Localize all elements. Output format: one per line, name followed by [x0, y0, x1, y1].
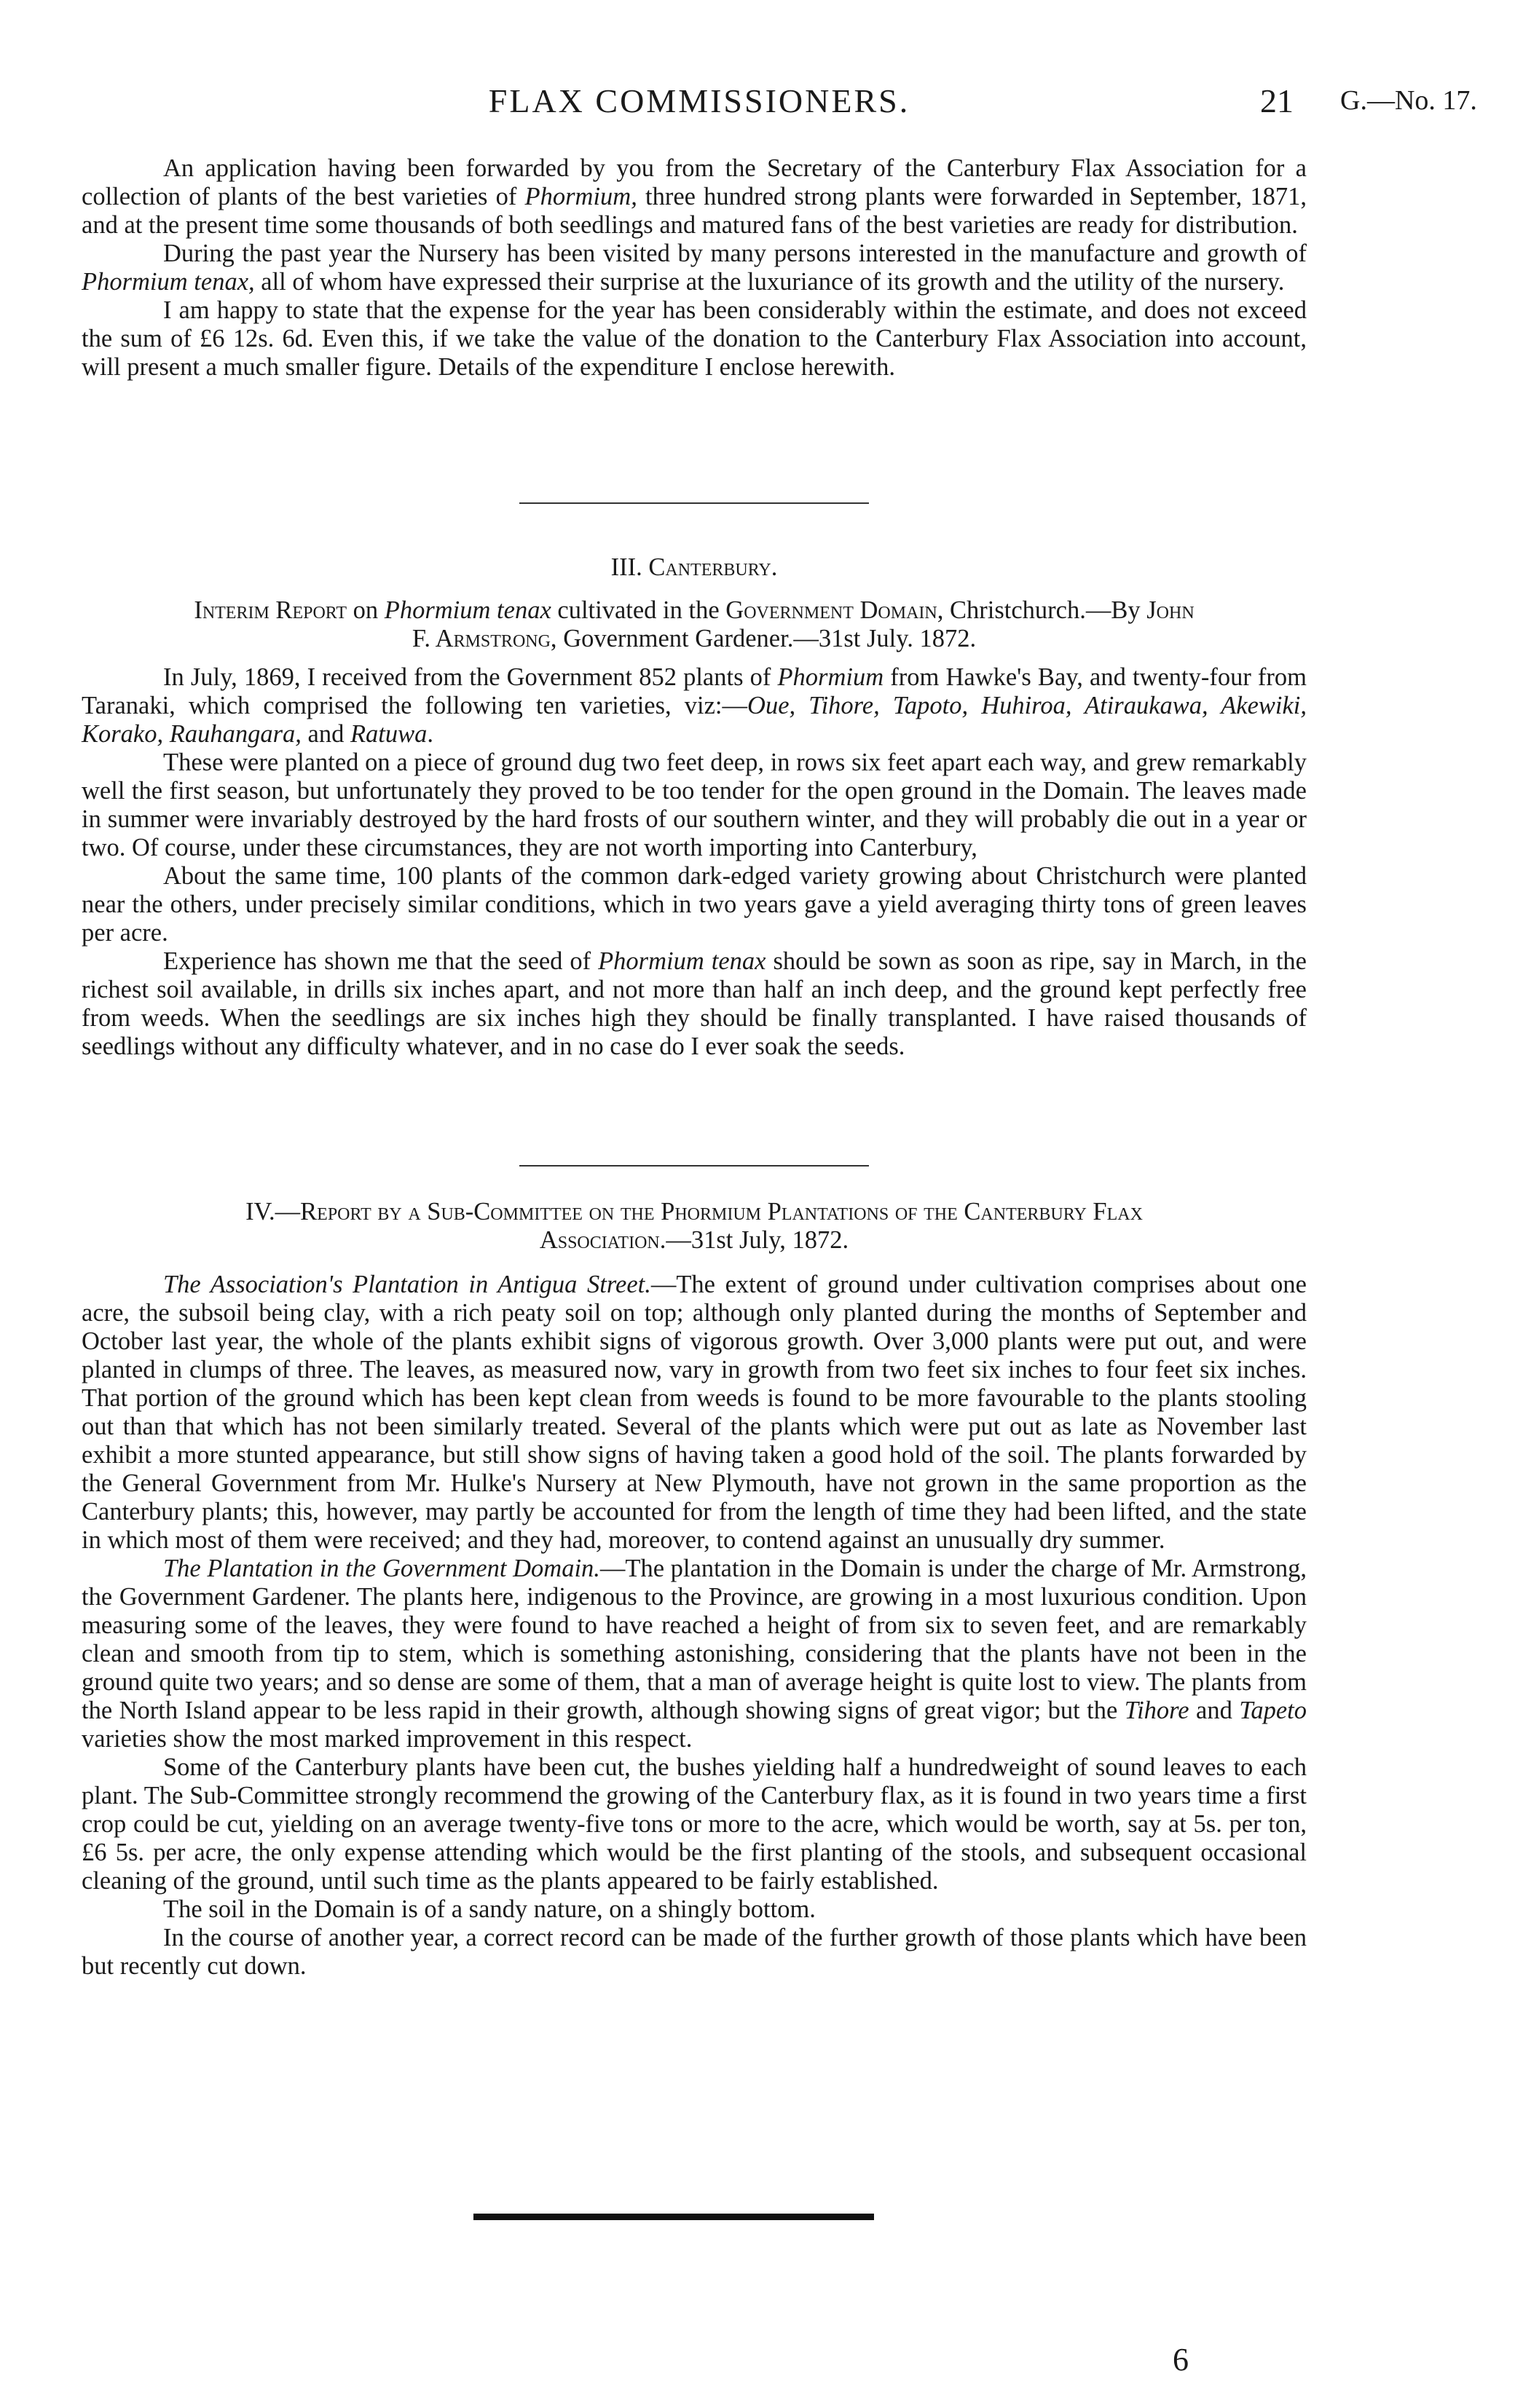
section-divider — [519, 1165, 869, 1167]
divider-2-wrap — [82, 1165, 1307, 1167]
end-rule — [473, 2214, 874, 2220]
section-4-paragraph-5: In the course of another year, a correct record can be made of the further growth of those plants which have been but recently cut down. — [82, 1924, 1307, 1980]
intro-block — [82, 154, 1307, 382]
section-4-paragraph-1: The Association's Plantation in Antigua Street.—The extent of ground under cultivation comprises about one acre, the subsoil being clay, with a rich peaty soil on top; although only planted during the months of September and October last year, the whole of the plants exhibit signs of vigorous growth. Over 3,000 plants were put out, and were planted in clumps of three. The leaves, as measured now, vary in growth from two feet six inches to four feet six inches. That portion of the ground which has been kept clean from weeds is found to be more favourable to the plants stooling out than that which has not been similarly treated. Several of the plants which were put out as late as November last exhibit a more stunted appearance, but still show signs of having taken a good hold of the soil. The plants forwarded by the General Government from Mr. Hulke's Nursery at New Plymouth, have not grown in the same proportion as the Canterbury plants; this, however, may partly be accounted for from the length of time they had been lifted, and the state in which most of them were received; and they had, moreover, to contend against an unusually dry summer. — [82, 1271, 1307, 1554]
section-4 — [82, 1198, 1307, 1981]
section-3-heading: III. Canterbury. — [610, 553, 778, 581]
divider-1-wrap — [82, 502, 1307, 504]
section-4-paragraph-3: Some of the Canterbury plants have been cut, the bushes yielding half a hundredweight of sound leaves to each plant. The Sub-Committee strongly recommend the growing of the Canterbury flax, as it is found in two years time a first crop could be cut, yielding on an average twenty-five tons or more to the acre, which would be worth, say at 5s. per ton, £6 5s. per acre, the only expense attending which would be the first planting of the stools, and subsequent occasional cleaning of the ground, until such time as the plants appeared to be fairly established. — [82, 1753, 1307, 1895]
paper-reference: G.—No. 17. — [1340, 85, 1477, 116]
intro-paragraph-3: I am happy to state that the expense for the year has been considerably within the estimate, and does not exceed the sum of £6 12s. 6d. Even this, if we take the value of the donation to the Canterbury Flax Association into account, will present a much smaller figure. Details of the expenditure I enclose herewith. — [82, 296, 1307, 381]
signature-number: 6 — [1173, 2342, 1189, 2377]
section-4-paragraph-4: The soil in the Domain is of a sandy nature, on a shingly bottom. — [163, 1895, 816, 1923]
section-3-paragraph-3: About the same time, 100 plants of the common dark-edged variety growing about Christchurch were planted near the others, under precisely similar conditions, which in two years gave a yield averaging thirty tons of green leaves per acre. — [82, 862, 1307, 947]
section-3-report-title: Interim Report on Phormium tenax cultivated in the Government Domain, Christchurch.—By John F. Armstrong, Government Gardener.—31st July. 1872. — [194, 596, 1195, 652]
intro-paragraph-2: During the past year the Nursery has been visited by many persons interested in the manufacture and growth of Phormium tenax, all of whom have expressed their surprise at the luxuriance of its growth and the utility of the nursery. — [82, 240, 1307, 296]
section-4-paragraph-2: The Plantation in the Government Domain.—The plantation in the Domain is under the charge of Mr. Armstrong, the Government Gardener. The plants here, indigenous to the Province, are growing in a most luxurious condition. Upon measuring some of the leaves, they were found to have reached a height of from six to seven feet, and are remarkably clean and smooth from tip to stem, which is something astonishing, considering that the plants have not been in the ground quite two years; and so dense are some of them, that a man of average height is quite lost to view. The plants from the North Island appear to be less rapid in their growth, although showing signs of great vigor; but the Tihore and Tapeto varieties show the most marked improvement in this respect. — [82, 1555, 1307, 1753]
section-3-paragraph-2: These were planted on a piece of ground dug two feet deep, in rows six feet apart each way, and grew remarkably well the first season, but unfortunately they proved to be too tender for the open ground in the Domain. The leaves made in summer were invariably destroyed by the hard frosts of our southern winter, and they will probably die out in a year or two. Of course, under these circumstances, they are not worth importing into Canterbury, — [82, 749, 1307, 861]
running-head-title: FLAX COMMISSIONERS. — [488, 82, 910, 119]
section-3 — [82, 553, 1307, 1061]
section-4-heading: IV.—Report by a Sub-Committee on the Phormium Plantations of the Canterbury Flax Association.—31st July, 1872. — [245, 1198, 1143, 1254]
page-number: 21 — [1260, 82, 1294, 119]
section-3-paragraph-4: Experience has shown me that the seed of Phormium tenax should be sown as soon as ripe, say in March, in the richest soil available, in drills six inches apart, and not more than half an inch deep, and the ground kept perfectly free from weeds. When the seedlings are six inches high they should be finally transplanted. I have raised thousands of seedlings without any difficulty whatever, and in no case do I ever soak the seeds. — [82, 947, 1307, 1060]
intro-paragraph-1: An application having been forwarded by you from the Secretary of the Canterbury Flax Association for a collection of plants of the best varieties of Phormium, three hundred strong plants were forwarded in September, 1871, and at the present time some thousands of both seedlings and matured fans of the best varieties are ready for distribution. — [82, 154, 1307, 239]
section-divider — [519, 502, 869, 504]
section-3-paragraph-1: In July, 1869, I received from the Government 852 plants of Phormium from Hawke's Bay, and twenty-four from Taranaki, which comprised the following ten varieties, viz:—Oue, Tihore, Tapoto, Huhiroa, Atiraukawa, Akewiki, Korako, Rauhangara, and Ratuwa. — [82, 663, 1307, 748]
